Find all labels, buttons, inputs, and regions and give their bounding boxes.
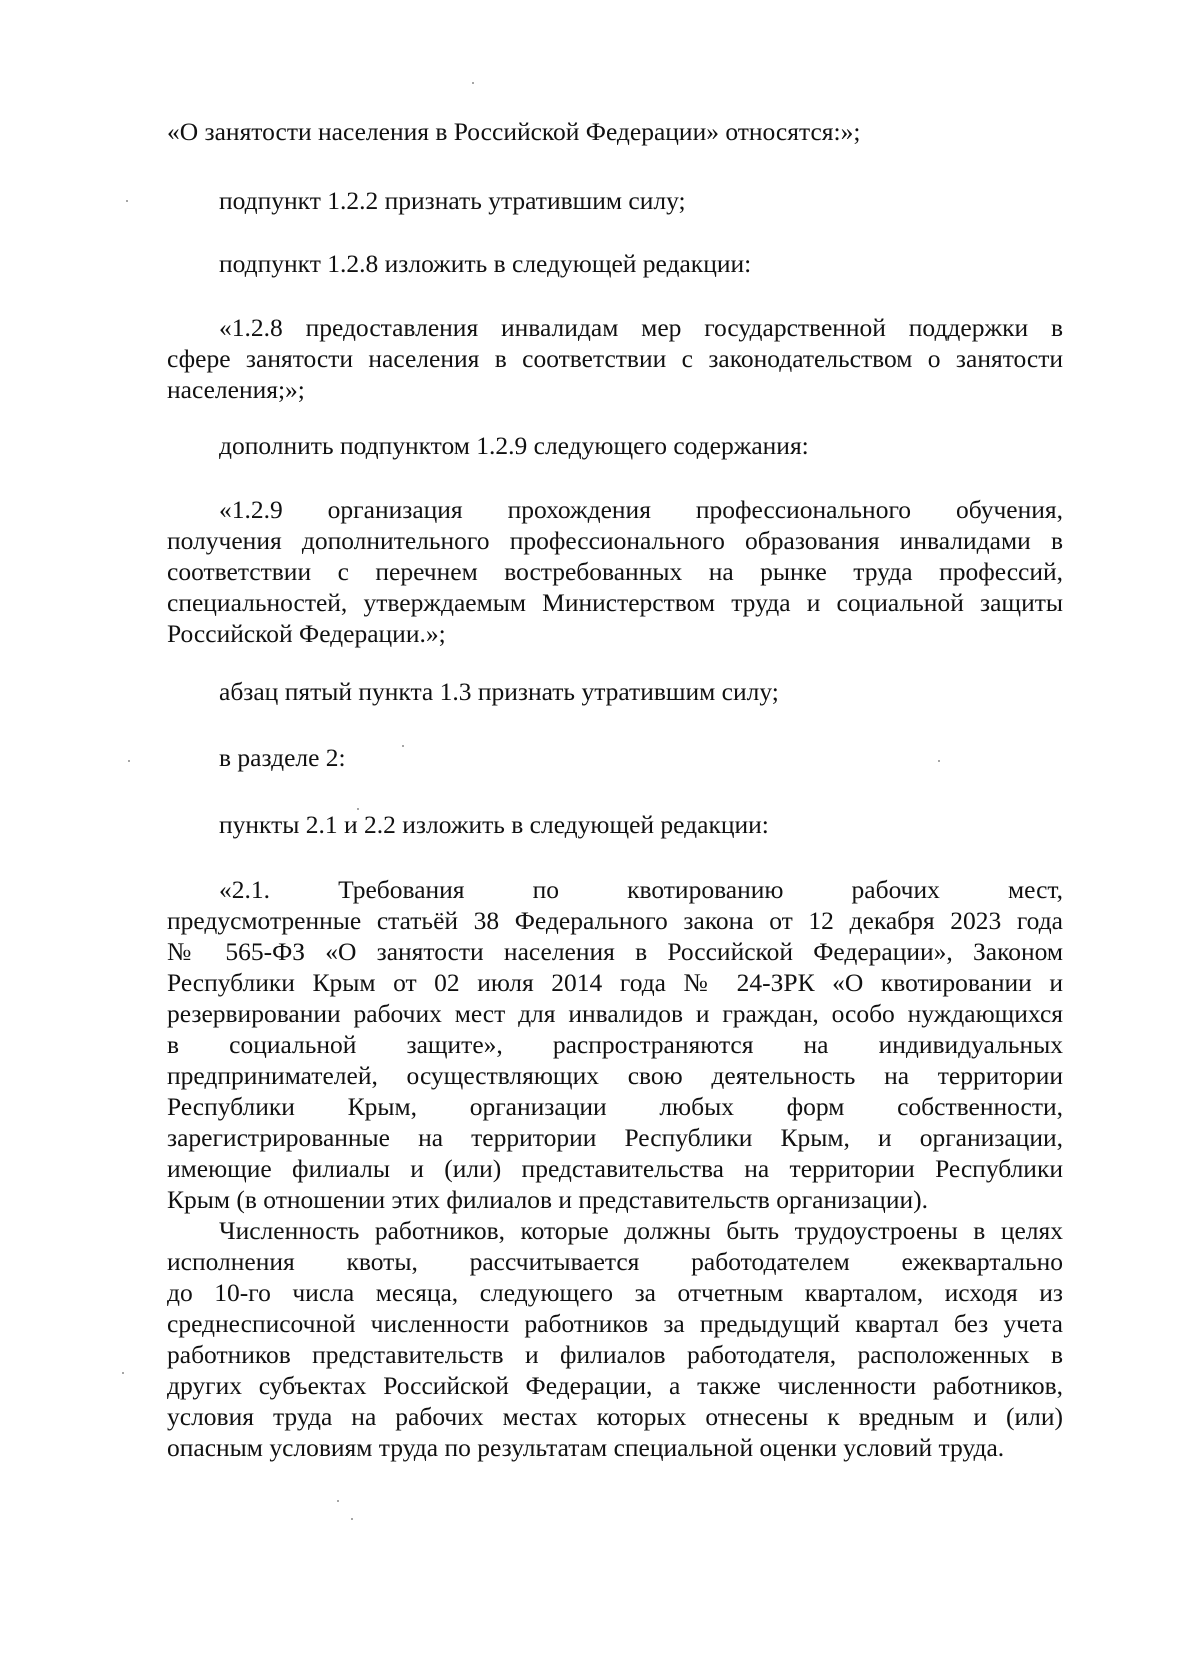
paragraph-1-2-8 [167, 312, 1063, 405]
text-line: населения;»; [167, 375, 305, 404]
text-line: пункты 2.1 и 2.2 изложить в следующей редакции: [219, 810, 769, 839]
paragraph-1-2-9 [167, 494, 1063, 649]
paragraph-add-1-2-9 [167, 430, 1063, 461]
text-line: Российской Федерации.»; [167, 619, 446, 648]
text-line: сфере занятости населения в соответствии с законодательством о занятости [167, 344, 1063, 373]
text-line: опасным условиям труда по результатам специальной оценки условий труда. [167, 1433, 1005, 1462]
text-line: до 10-го числа месяца, следующего за отчетным кварталом, исходя из [167, 1278, 1063, 1307]
text-line: Республики Крым от 02 июля 2014 года № 24-ЗРК «О квотировании и [167, 968, 1063, 997]
paragraph-points-2-1-2-2 [167, 809, 1063, 840]
scan-speck [128, 760, 130, 762]
scan-speck [351, 1518, 353, 1520]
paragraph-intro [167, 116, 1063, 147]
text-line: условия труда на рабочих местах которых отнесены к вредным и (или) [167, 1402, 1063, 1431]
text-line: «2.1. Требования по квотированию рабочих мест, [219, 875, 1063, 904]
text-line: специальностей, утверждаемым Министерством труда и социальной защиты [167, 588, 1063, 617]
text-line: имеющие филиалы и (или) представительства на территории Республики [167, 1154, 1063, 1183]
paragraph-section-2 [167, 742, 1063, 773]
text-line: «1.2.8 предоставления инвалидам мер государственной поддержки в [219, 313, 1063, 342]
paragraph-abzac-5 [167, 676, 1063, 707]
text-line: резервировании рабочих мест для инвалидов и граждан, особо нуждающихся [167, 999, 1063, 1028]
text-line: работников представительств и филиалов работодателя, расположенных в [167, 1340, 1063, 1369]
paragraph-headcount [167, 1215, 1063, 1463]
text-line: предпринимателей, осуществляющих свою деятельность на территории [167, 1061, 1063, 1090]
text-line: получения дополнительного профессионального образования инвалидами в [167, 526, 1063, 555]
text-line: соответствии с перечнем востребованных на рынке труда профессий, [167, 557, 1063, 586]
text-line: зарегистрированные на территории Республики Крым, и организации, [167, 1123, 1063, 1152]
scan-speck [472, 82, 474, 84]
text-line: среднесписочной численности работников за предыдущий квартал без учета [167, 1309, 1063, 1338]
text-line: «О занятости населения в Российской Федерации» относятся:»; [167, 117, 861, 146]
text-line: «1.2.9 организация прохождения профессионального обучения, [219, 495, 1063, 524]
paragraph-subpoint-1-2-2 [167, 185, 1063, 216]
paragraph-subpoint-1-2-8-intro [167, 248, 1063, 279]
text-line: Республики Крым, организации любых форм собственности, [167, 1092, 1063, 1121]
text-line: в социальной защите», распространяются на индивидуальных [167, 1030, 1063, 1059]
text-line: предусмотренные статьёй 38 Федерального закона от 12 декабря 2023 года [167, 906, 1063, 935]
scan-speck [126, 200, 128, 202]
text-line: подпункт 1.2.2 признать утратившим силу; [219, 186, 686, 215]
scan-speck [122, 1372, 124, 1374]
scan-speck [337, 1500, 339, 1502]
text-line: Численность работников, которые должны быть трудоустроены в целях [219, 1216, 1063, 1245]
text-line: подпункт 1.2.8 изложить в следующей редакции: [219, 249, 752, 278]
text-line: Крым (в отношении этих филиалов и представительств организации). [167, 1185, 928, 1214]
text-line: № 565-ФЗ «О занятости населения в Российской Федерации», Законом [167, 937, 1063, 966]
text-line: абзац пятый пункта 1.3 признать утратившим силу; [219, 677, 779, 706]
text-line: исполнения квоты, рассчитывается работодателем ежеквартально [167, 1247, 1063, 1276]
text-line: в разделе 2: [219, 743, 346, 772]
text-line: других субъектах Российской Федерации, а также численности работников, [167, 1371, 1063, 1400]
text-line: дополнить подпунктом 1.2.9 следующего содержания: [219, 431, 809, 460]
paragraph-2-1 [167, 874, 1063, 1215]
